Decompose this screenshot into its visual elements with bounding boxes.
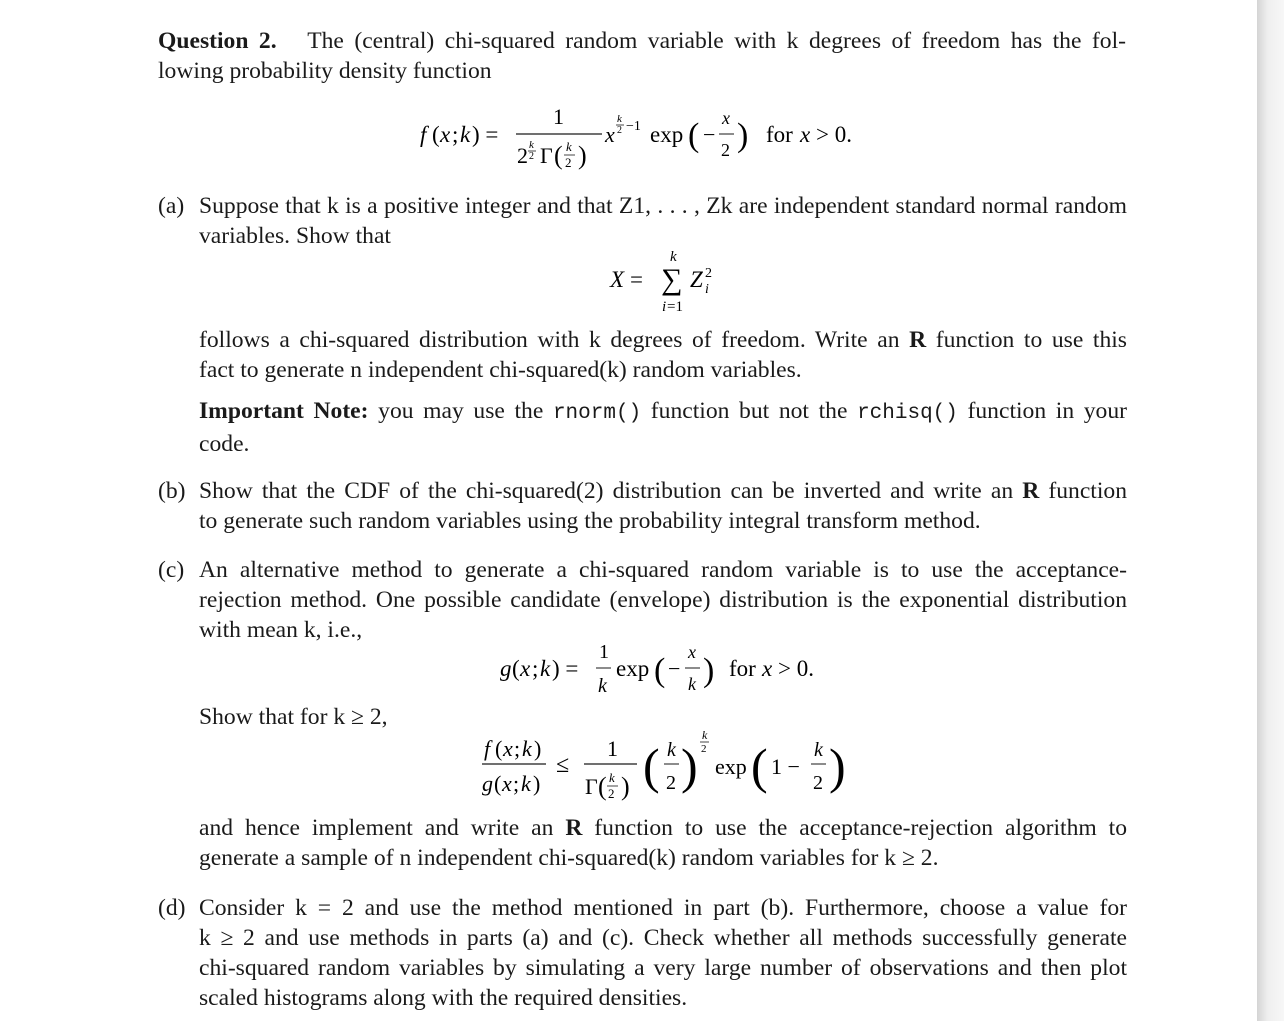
bound-equation — [480, 728, 860, 808]
r-language-label: R — [565, 815, 583, 841]
sum-equation — [608, 245, 728, 317]
part-c-text — [199, 555, 1127, 645]
r-language-label: R — [909, 327, 927, 353]
svg-text:(: ( — [512, 656, 520, 681]
svg-text:x: x — [722, 108, 730, 128]
note-post: function in your — [957, 398, 1128, 424]
part-c-line-1: An alternative method to generate a chi-squared random variable is to use the acceptance- — [199, 557, 1127, 583]
svg-text:2: 2 — [721, 140, 730, 160]
svg-text:x: x — [605, 122, 615, 147]
part-a-follow — [199, 325, 1127, 385]
svg-text:1: 1 — [599, 641, 609, 663]
part-a-follow-post: function to use this — [926, 327, 1127, 353]
page-edge-shadow — [1257, 0, 1284, 1021]
part-a-follow-line-2: fact to generate n independent chi-squared(k) random variables. — [199, 357, 802, 383]
svg-text:): ) — [621, 772, 630, 801]
part-d-label: (d) — [158, 895, 186, 921]
svg-text:Z: Z — [690, 267, 703, 292]
svg-text:) =: ) = — [472, 122, 499, 147]
svg-text:Γ: Γ — [540, 143, 553, 168]
pdf-equation — [420, 100, 880, 176]
svg-text:(: ( — [495, 736, 503, 761]
svg-text:(: ( — [598, 772, 607, 801]
svg-text:): ) — [703, 652, 715, 689]
svg-text:exp: exp — [650, 122, 684, 147]
svg-text:∑: ∑ — [661, 263, 683, 296]
svg-text:g: g — [500, 656, 512, 681]
svg-text:≤: ≤ — [556, 752, 570, 778]
svg-text:(: ( — [688, 117, 700, 154]
svg-text:): ) — [578, 141, 587, 170]
part-c-after — [199, 813, 1127, 873]
svg-text:=1: =1 — [667, 299, 683, 315]
svg-text:−: − — [668, 656, 681, 681]
svg-text:x: x — [440, 122, 451, 147]
part-a-text — [199, 191, 1127, 251]
svg-text:k: k — [617, 113, 622, 125]
svg-text:k: k — [522, 736, 532, 761]
svg-text:k: k — [667, 739, 676, 761]
svg-text:1 −: 1 − — [771, 754, 800, 779]
svg-text:x: x — [800, 122, 811, 147]
part-a-line-1: Suppose that k is a positive integer and that Z1, . . . , Zk are independent standard normal random — [199, 193, 1127, 219]
part-b-line-2: to generate such random variables using the probability integral transform method. — [199, 508, 981, 534]
svg-text:;: ; — [514, 736, 521, 761]
svg-text:> 0.: > 0. — [778, 656, 814, 681]
part-c-label: (c) — [158, 557, 185, 583]
part-c-after-pre: and hence implement and write an — [199, 815, 566, 841]
svg-text:−: − — [703, 122, 716, 147]
svg-text:2: 2 — [517, 143, 528, 168]
intro-line-1: The (central) chi-squared random variable with k degrees of freedom has the fol- — [307, 28, 1126, 54]
svg-text:exp: exp — [616, 656, 650, 681]
part-b-line-1-post: function — [1039, 478, 1127, 504]
svg-text:for: for — [766, 122, 793, 147]
svg-text:k: k — [540, 656, 551, 681]
svg-text:for: for — [729, 656, 756, 681]
svg-text:k: k — [460, 122, 471, 147]
svg-text:2: 2 — [705, 266, 712, 281]
part-d-text — [199, 893, 1127, 1013]
svg-text:g: g — [482, 771, 493, 796]
svg-text:f: f — [484, 736, 491, 761]
part-c-after-post: function to use the acceptance-rejection algorithm to — [582, 815, 1127, 841]
svg-text:(: ( — [643, 738, 660, 794]
svg-text:k: k — [688, 674, 696, 694]
svg-text:(: ( — [554, 141, 563, 170]
svg-text:) =: ) = — [552, 656, 579, 681]
svg-text:exp: exp — [715, 754, 747, 779]
svg-text:1: 1 — [607, 736, 618, 761]
svg-text:k: k — [814, 739, 823, 761]
svg-text:k: k — [598, 675, 607, 697]
part-a-label: (a) — [158, 193, 185, 219]
svg-text:2: 2 — [529, 151, 534, 162]
intro-line-2: lowing probability density function — [158, 58, 492, 84]
envelope-equation — [500, 638, 840, 704]
svg-text:k: k — [521, 771, 531, 796]
svg-text:> 0.: > 0. — [816, 122, 852, 147]
svg-text:(: ( — [494, 771, 502, 796]
svg-text:2: 2 — [617, 125, 622, 136]
svg-text:k: k — [529, 139, 534, 151]
svg-text:2: 2 — [813, 772, 823, 794]
svg-text:(: ( — [654, 652, 666, 689]
svg-text:;: ; — [532, 656, 539, 681]
svg-text:x: x — [762, 656, 773, 681]
svg-text:2: 2 — [701, 743, 707, 755]
question-intro — [158, 26, 1126, 86]
svg-text:i: i — [662, 299, 667, 315]
svg-text:): ) — [681, 738, 698, 794]
svg-text:−1: −1 — [626, 119, 641, 134]
svg-text:x: x — [502, 771, 512, 796]
svg-text:x: x — [520, 656, 531, 681]
svg-text:2: 2 — [608, 786, 615, 801]
part-b-label: (b) — [158, 478, 186, 504]
svg-text:Γ: Γ — [585, 774, 598, 799]
question-label: Question 2. — [158, 28, 277, 54]
svg-text:(: ( — [751, 738, 768, 794]
svg-text:f: f — [420, 122, 427, 147]
r-language-label: R — [1022, 478, 1040, 504]
svg-text:;: ; — [513, 771, 520, 796]
svg-text:): ) — [534, 736, 542, 761]
svg-text:): ) — [533, 771, 541, 796]
note-mid: function but not the — [641, 398, 858, 424]
part-a-follow-pre: follows a chi-squared distribution with k degrees of freedom. Write an — [199, 327, 910, 353]
rchisq-code: rchisq() — [857, 402, 958, 425]
show-line: Show that for k ≥ 2, — [199, 704, 388, 730]
part-d-line-3: chi-squared random variables by simulating a very large number of observations and then plot — [199, 955, 1127, 981]
svg-text:2: 2 — [565, 155, 572, 170]
svg-text:x: x — [503, 736, 513, 761]
svg-text:;: ; — [452, 122, 459, 147]
important-note — [199, 396, 1127, 459]
part-c-line-2: rejection method. One possible candidate (envelope) distribution is the exponential distribution — [199, 587, 1127, 613]
part-d-line-1: Consider k = 2 and use the method mentioned in part (b). Furthermore, choose a value for — [199, 895, 1127, 921]
important-note-line-2: code. — [199, 431, 250, 457]
svg-text:k: k — [609, 770, 615, 785]
part-b-line-1-pre: Show that the CDF of the chi-squared(2) distribution can be inverted and write an — [199, 478, 1023, 504]
svg-text:k: k — [670, 249, 677, 265]
svg-text:X: X — [610, 267, 625, 292]
svg-text:(: ( — [432, 122, 440, 147]
svg-text:): ) — [737, 117, 749, 154]
rnorm-code: rnorm() — [552, 402, 642, 425]
svg-text:i: i — [705, 282, 709, 297]
part-c-after-line-2: generate a sample of n independent chi-squared(k) random variables for k ≥ 2. — [199, 845, 939, 871]
part-d-line-4: scaled histograms along with the required densities. — [199, 985, 688, 1011]
part-d-line-2: k ≥ 2 and use methods in parts (a) and (c). Check whether all methods successfully generate — [199, 925, 1127, 951]
svg-text:2: 2 — [666, 772, 676, 794]
svg-text:): ) — [829, 738, 846, 794]
important-note-label: Important Note: — [199, 398, 369, 424]
svg-text:x: x — [688, 642, 696, 662]
note-pre: you may use the — [368, 398, 553, 424]
part-a-line-2: variables. Show that — [199, 223, 391, 249]
svg-text:k: k — [566, 139, 572, 154]
part-c-line-3: with mean k, i.e., — [199, 617, 363, 643]
svg-text:1: 1 — [553, 104, 564, 129]
svg-text:k: k — [702, 728, 708, 742]
part-b-text — [199, 476, 1127, 536]
svg-text:=: = — [630, 267, 643, 292]
